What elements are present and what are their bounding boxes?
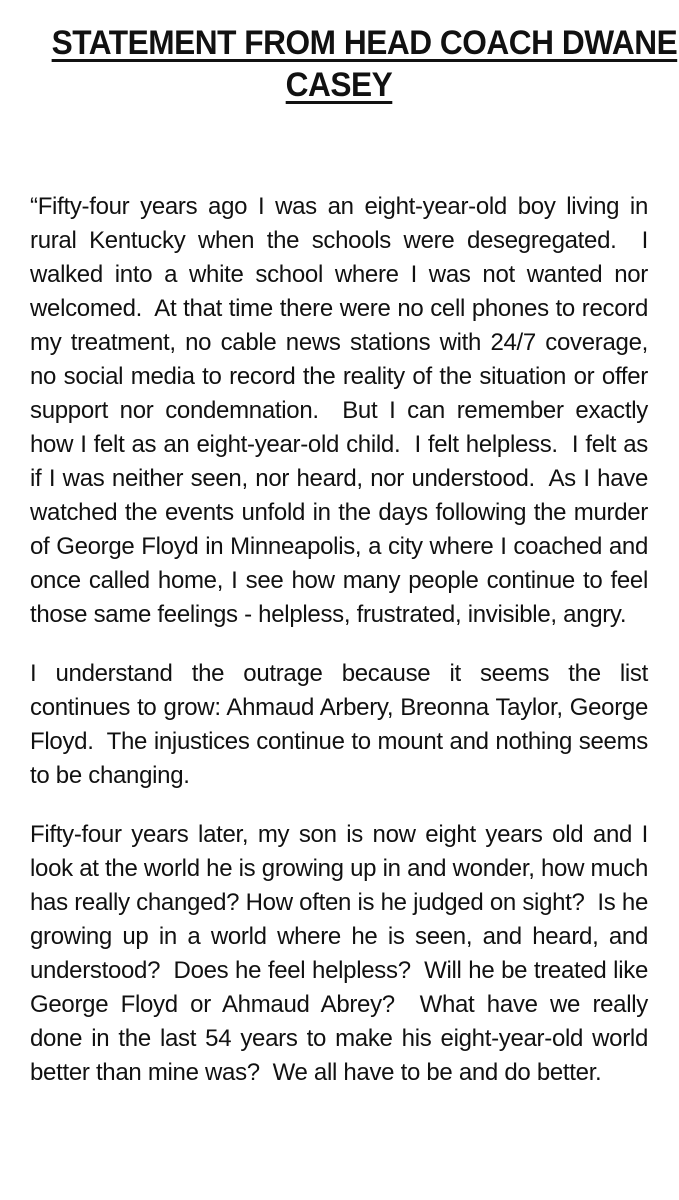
statement-paragraph-1: “Fifty-four years ago I was an eight-year-old boy living in rural Kentucky when the schools were desegregated. I walked into a white school where I was not wanted nor welcomed. At that time there were no cell phones to record my treatment, no cable news stations with 24/7 coverage, no social media to record the reality of the situation or offer support nor condemnation. But I can remember exactly how I felt as an eight-year-old child. I felt helpless. I felt as if I was neither seen, nor heard, nor understood. As I have watched the events unfold in the days following the murder of George Floyd in Minneapolis, a city where I coached and once called home, I see how many people continue to feel those same feelings - helpless, frustrated, invisible, angry. bbox=[30, 193, 655, 628]
statement-title-line-1: STATEMENT FROM HEAD COACH DWANE bbox=[51, 24, 678, 62]
statement-paragraph-3: Fifty-four years later, my son is now eight years old and I look at the world he is growing up in and wonder, how much has really changed? How often is he judged on sight? Is he growing up in a world where he is seen, and heard, and understood? Does he feel helpless? Will he be treated like George Floyd or Ahmaud Abrey? What have we really done in the last 54 years to make his eight-year-old world better than mine was? We all have to be and do better. bbox=[30, 821, 655, 1086]
statement-title-line-2: CASEY bbox=[285, 66, 393, 104]
statement-body bbox=[30, 190, 655, 1090]
statement-title bbox=[30, 22, 678, 106]
statement-paragraph-2: I understand the outrage because it seems the list continues to grow: Ahmaud Arbery, Breonna Taylor, George Floyd. The injustices continue to mount and nothing seems to be changing. bbox=[30, 660, 655, 789]
